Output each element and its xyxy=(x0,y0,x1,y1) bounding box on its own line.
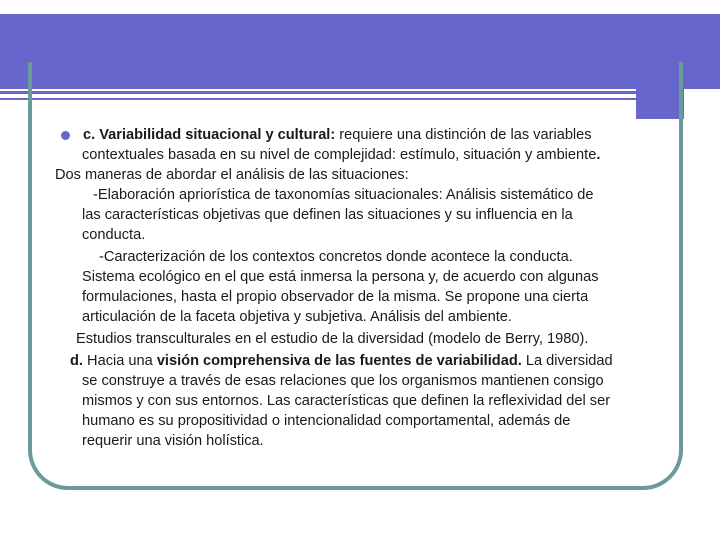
point-d-line-5: requerir una visión holística. xyxy=(82,433,264,449)
bullet-icon xyxy=(61,131,70,140)
point-d-line-4: humano es su propositividad o intencionalidad comportamental, además de xyxy=(82,413,571,429)
item2-line-1: -Caracterización de los contextos concretos donde acontece la conducta. xyxy=(99,249,573,265)
item1-line-1: -Elaboración apriorística de taxonomías situacionales: Análisis sistemático de xyxy=(93,187,594,203)
bullet-text-2: contextuales basada en su nivel de complejidad: estímulo, situación y ambiente xyxy=(82,147,597,163)
point-d-text-a: Hacia una xyxy=(82,353,157,369)
bullet-line-1 xyxy=(83,126,592,146)
item2-line-4: articulación de la faceta objetiva y subjetiva. Análisis del ambiente. xyxy=(82,309,512,325)
bullet-line-2 xyxy=(82,146,600,166)
point-d-text-c: La diversidad xyxy=(521,353,613,369)
bullet-label: c. Variabilidad situacional y cultural: xyxy=(83,127,336,143)
bullet-text-1: requiere una distinción de las variables xyxy=(335,127,592,143)
bullet-text-2-end: . xyxy=(596,147,601,163)
point-d-label: d. xyxy=(70,353,83,369)
point-d-line-1 xyxy=(70,352,613,372)
item2-line-2: Sistema ecológico en el que está inmersa la persona y, de acuerdo con algunas xyxy=(82,269,599,285)
item1-line-2: las características objetivas que definen las situaciones y su influencia en la xyxy=(82,207,573,223)
item1-line-3: conducta. xyxy=(82,227,146,243)
item2-line-3: formulaciones, hasta el propio observador de la misma. Se propone una cierta xyxy=(82,289,589,305)
studies-line: Estudios transculturales en el estudio de la diversidad (modelo de Berry, 1980). xyxy=(76,331,589,347)
point-d-line-2: se construye a través de esas relaciones que los organismos mantienen consigo xyxy=(82,373,604,389)
intro-line: Dos maneras de abordar el análisis de las situaciones: xyxy=(55,167,409,183)
point-d-bold: visión comprehensiva de las fuentes de variabilidad. xyxy=(156,353,522,369)
point-d-line-3: mismos y con sus entornos. Las características que definen la reflexividad del ser xyxy=(82,393,611,409)
